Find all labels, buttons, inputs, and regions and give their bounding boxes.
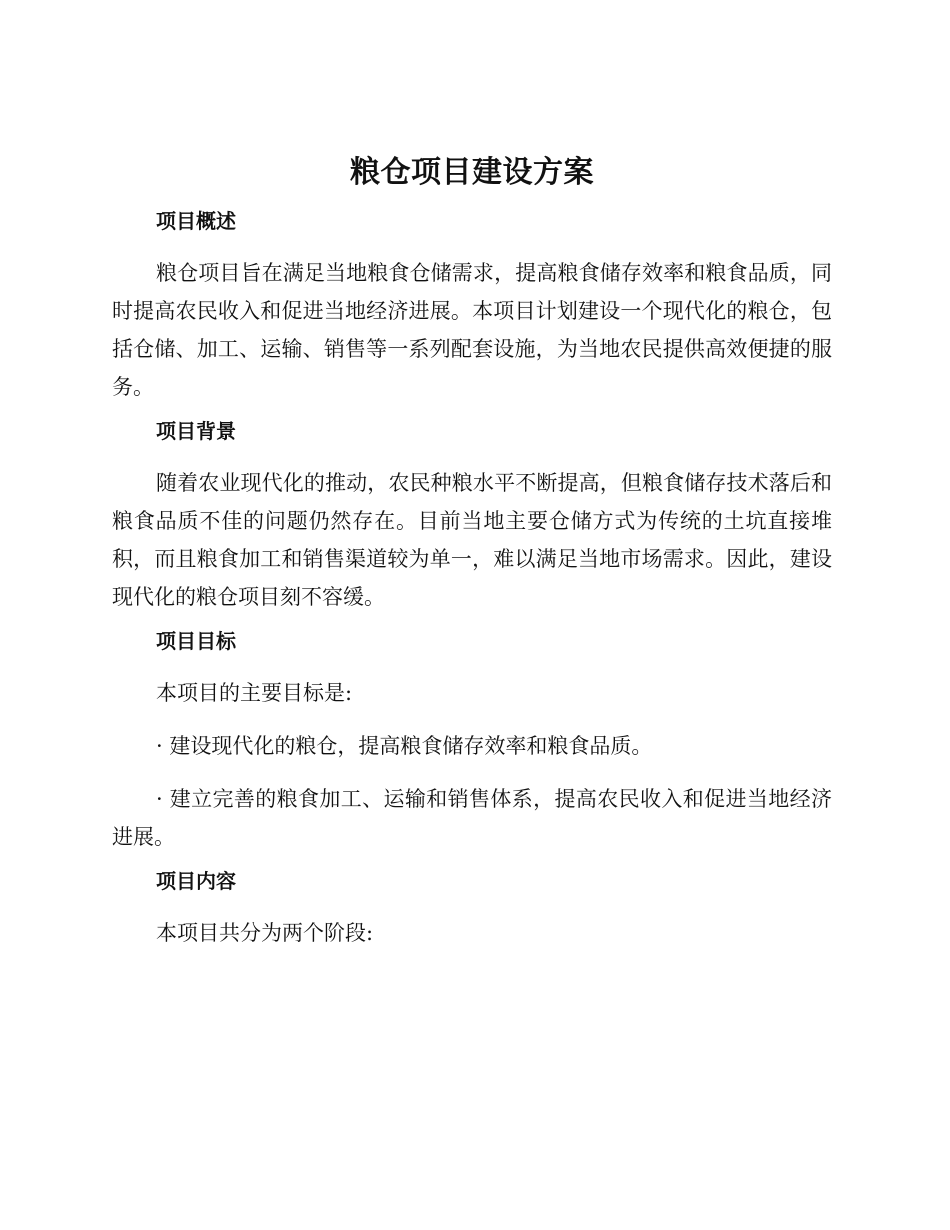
section-heading: 项目背景 — [156, 419, 236, 443]
paragraph: 本项目共分为两个阶段: — [156, 921, 374, 945]
document-body — [112, 150, 832, 952]
bullet-item: · 建设现代化的粮仓，提高粮食储存效率和粮食品质。 — [156, 734, 653, 758]
section-heading: 项目内容 — [156, 869, 236, 893]
section-background — [112, 414, 832, 616]
section-heading: 项目概述 — [156, 209, 236, 233]
document-title: 粮仓项目建设方案 — [350, 155, 594, 190]
section-goals — [112, 624, 832, 856]
paragraph: 本项目的主要目标是: — [156, 681, 353, 705]
bullet-item: · 建立完善的粮食加工、运输和销售体系，提高农民收入和促进当地经济进展。 — [112, 787, 832, 849]
paragraph: 粮仓项目旨在满足当地粮食仓储需求，提高粮食储存效率和粮食品质，同时提高农民收入和促进当地经济进展。本项目计划建设一个现代化的粮仓，包括仓储、加工、运输、销售等一系列配套设施，为当地农民提供高效便捷的服务。 — [112, 261, 832, 399]
section-heading: 项目目标 — [156, 629, 236, 653]
section-overview — [112, 204, 832, 406]
section-content — [112, 864, 832, 952]
paragraph: 随着农业现代化的推动，农民种粮水平不断提高，但粮食储存技术落后和粮食品质不佳的问题仍然存在。目前当地主要仓储方式为传统的土坑直接堆积，而且粮食加工和销售渠道较为单一，难以满足当地市场需求。因此，建设现代化的粮仓项目刻不容缓。 — [112, 471, 832, 609]
